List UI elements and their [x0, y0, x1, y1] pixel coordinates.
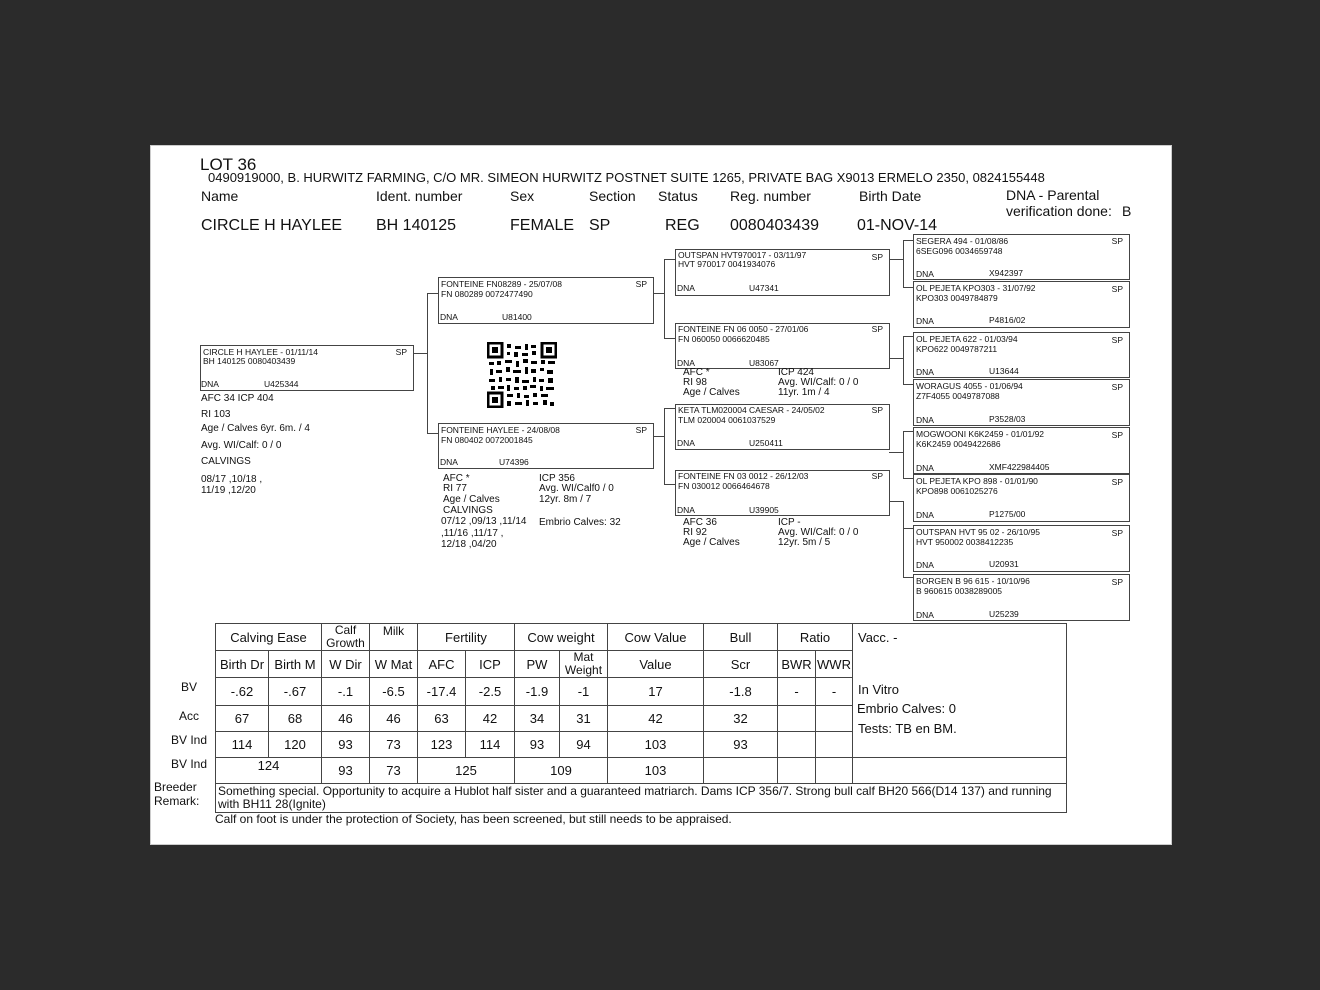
table-cell: 94 — [560, 732, 608, 758]
group-cow-weight: Cow weight — [515, 624, 608, 651]
table-cell: 42 — [608, 706, 704, 732]
sub-header: Birth Dr — [216, 651, 269, 678]
header-birth: Birth Date — [859, 188, 922, 204]
vacc-text: Vacc. - — [858, 630, 898, 645]
table-cell: 46 — [370, 706, 418, 732]
box-dna-value: P4816/02 — [989, 315, 1026, 325]
animal-reg: 0080403439 — [730, 217, 819, 234]
sub-header: AFC — [418, 651, 466, 678]
table-cell: 123 — [418, 732, 466, 758]
box-dna-value: XMF422984405 — [989, 462, 1050, 472]
table-cell: 109 — [515, 758, 608, 784]
dam-stat-6: ,11/16 ,11/17 , — [441, 528, 504, 539]
table-cell — [816, 758, 853, 784]
box-section: SP — [871, 471, 883, 481]
animal-name: CIRCLE H HAYLEE — [201, 217, 343, 234]
box-section: SP — [871, 405, 883, 415]
gp4-stat2-2: Avg. WI/Calf: 0 / 0 — [778, 527, 859, 538]
box-section: SP — [1111, 577, 1123, 587]
header-status: Status — [658, 188, 698, 204]
self-stat-2: RI 103 — [201, 409, 231, 420]
animal-sex: FEMALE — [510, 217, 575, 234]
box-ids: FN 080402 0072001845 — [441, 435, 533, 445]
pedigree-gp-box — [675, 249, 890, 296]
box-ids: KPO898 0061025276 — [916, 486, 998, 496]
table-cell: 68 — [269, 706, 322, 732]
table-cell: 120 — [269, 732, 322, 758]
breeder-label: Breeder — [154, 780, 197, 794]
box-dna-value: U25239 — [989, 609, 1019, 619]
table-cell — [816, 706, 853, 732]
box-dna-label: DNA — [677, 438, 695, 448]
box-title: SEGERA 494 - 01/08/86 — [916, 236, 1009, 246]
box-dna-label: DNA — [916, 316, 934, 326]
gp4-stat-2: RI 92 — [683, 527, 707, 538]
box-ids: KPO622 0049787211 — [916, 344, 998, 354]
box-dna-value: U425344 — [264, 379, 299, 389]
box-dna-value: P3528/03 — [989, 414, 1026, 424]
sub-header: PW — [515, 651, 560, 678]
table-cell — [853, 758, 1067, 784]
box-dna-label: DNA — [916, 510, 934, 520]
box-title: FONTEINE FN 06 0050 - 27/01/06 — [678, 324, 809, 334]
box-dna-label: DNA — [440, 457, 458, 467]
box-title: FONTEINE FN 03 0012 - 26/12/03 — [678, 471, 809, 481]
box-dna-label: DNA — [677, 505, 695, 515]
box-dna-value: X942397 — [989, 268, 1024, 278]
group-ratio: Ratio — [778, 624, 853, 651]
row-label-acc: Acc — [178, 709, 199, 723]
pedigree-ggp-box — [913, 427, 1130, 474]
header-ident: Ident. number — [376, 188, 463, 204]
box-dna-label: DNA — [677, 283, 695, 293]
box-dna-label: DNA — [916, 560, 934, 570]
pedigree-dam-box — [438, 423, 654, 469]
group-calf-growth: Calf Growth — [322, 624, 370, 651]
box-dna-value: P1275/00 — [989, 509, 1026, 519]
table-cell: 31 — [560, 706, 608, 732]
box-section: SP — [1111, 382, 1123, 392]
row-label-bvind: BV Ind — [170, 733, 208, 747]
table-cell: 103 — [608, 758, 704, 784]
gp4-stat2-1: ICP - — [778, 517, 801, 528]
gp4-stat2-3: 12yr. 5m / 5 — [778, 537, 831, 548]
pedigree-gp-box — [675, 323, 890, 369]
table-cell: 73 — [370, 758, 418, 784]
box-title: KETA TLM020004 CAESAR - 24/05/02 — [678, 405, 825, 415]
table-cell: 34 — [515, 706, 560, 732]
group-cow-value: Cow Value — [608, 624, 704, 651]
tests-text: Tests: TB en BM. — [858, 721, 957, 736]
box-dna-value: U250411 — [749, 438, 783, 448]
gp2-stat-3: Age / Calves — [683, 387, 740, 398]
box-ids: KPO303 0049784879 — [916, 293, 998, 303]
table-cell: 67 — [216, 706, 269, 732]
dam-stat-2: RI 77 — [443, 483, 467, 494]
box-title: OL PEJETA KPO 898 - 01/01/90 — [916, 476, 1038, 486]
pedigree-gp-box — [675, 470, 890, 516]
box-ids: FN 080289 0072477490 — [441, 289, 533, 299]
box-ids: HVT 970017 0041934076 — [678, 259, 776, 269]
box-dna-label: DNA — [916, 463, 934, 473]
pedigree-ggp-box — [913, 379, 1130, 426]
table-cell: - — [816, 678, 853, 706]
lot-number: LOT 36 — [200, 155, 257, 174]
dam-stat-7: 12/18 ,04/20 — [441, 539, 497, 550]
box-section: SP — [1111, 477, 1123, 487]
dam-stat-5: 07/12 ,09/13 ,11/14 — [441, 516, 527, 527]
table-cell: 42 — [466, 706, 515, 732]
header-name: Name — [201, 188, 239, 204]
gp2-stat2-3: 11yr. 1m / 4 — [778, 387, 830, 398]
remark-label: Remark: — [154, 794, 200, 808]
box-dna-value: U13644 — [989, 366, 1019, 376]
table-cell: 32 — [704, 706, 778, 732]
box-ids: B 960615 0038289005 — [916, 586, 1003, 596]
box-title: FONTEINE FN08289 - 25/07/08 — [441, 279, 562, 289]
box-ids: FN 060050 0066620485 — [678, 334, 770, 344]
dam-stat2-1: ICP 356 — [539, 473, 575, 484]
box-section: SP — [1111, 430, 1123, 440]
invitro-text: In Vitro — [858, 682, 899, 697]
sub-header: Value — [608, 651, 704, 678]
dam-stat-1: AFC * — [443, 473, 470, 484]
table-cell: 93 — [704, 732, 778, 758]
gp4-stat-1: AFC 36 — [683, 517, 717, 528]
pedigree-self-box — [200, 345, 414, 391]
row-label-bvind-combined: BV Ind — [170, 757, 208, 771]
table-cell: 103 — [608, 732, 704, 758]
table-cell: -1 — [560, 678, 608, 706]
table-cell: 93 — [322, 758, 370, 784]
pedigree-ggp-box — [913, 474, 1130, 522]
table-cell — [778, 758, 816, 784]
box-title: FONTEINE HAYLEE - 24/08/08 — [441, 425, 560, 435]
gp2-stat-2: RI 98 — [683, 377, 707, 388]
table-cell — [816, 732, 853, 758]
self-stat-6: 08/17 ,10/18 , — [201, 474, 263, 485]
self-stat-7: 11/19 ,12/20 — [201, 485, 256, 496]
sub-header: W Dir — [322, 651, 370, 678]
header-sex: Sex — [510, 188, 535, 204]
group-bull: Bull — [704, 624, 778, 651]
table-cell: 114 — [466, 732, 515, 758]
box-ids: K6K2459 0049422686 — [916, 439, 1001, 449]
table-cell — [778, 706, 816, 732]
animal-birth: 01-NOV-14 — [857, 217, 938, 234]
box-title: BORGEN B 96 615 - 10/10/96 — [916, 576, 1030, 586]
breeder-remark: Something special. Opportunity to acquire a Hublot half sister and a guaranteed matriarch. Dams ICP 356/7. Strong bull calf BH20 566(D14 137) and running with BH11 28(Ignite) — [216, 784, 1067, 813]
sub-header: W Mat — [370, 651, 418, 678]
pedigree-ggp-box — [913, 234, 1130, 280]
box-dna-value: U81400 — [502, 312, 532, 322]
table-cell: 125 — [418, 758, 515, 784]
group-fertility: Fertility — [418, 624, 515, 651]
sub-header: Birth M — [269, 651, 322, 678]
qr-code-icon — [487, 342, 557, 408]
box-section: SP — [1111, 284, 1123, 294]
box-title: OUTSPAN HVT 95 02 - 26/10/95 — [916, 527, 1040, 537]
table-cell: -.67 — [269, 678, 322, 706]
animal-section: SP — [589, 217, 611, 234]
table-cell: 63 — [418, 706, 466, 732]
pedigree-ggp-box — [913, 525, 1130, 572]
table-cell: 46 — [322, 706, 370, 732]
breeding-values-table — [215, 623, 1067, 813]
gp2-stat-1: AFC * — [683, 367, 710, 378]
gp2-stat2-2: Avg. WI/Calf: 0 / 0 — [778, 377, 859, 388]
self-stat-3: Age / Calves 6yr. 6m. / 4 — [201, 423, 310, 434]
box-ids: BH 140125 0080403439 — [203, 356, 296, 366]
table-cell: 73 — [370, 732, 418, 758]
header-dna2: verification done: — [1006, 203, 1112, 219]
box-title: OL PEJETA 622 - 01/03/94 — [916, 334, 1018, 344]
dam-stat-3: Age / Calves — [443, 494, 500, 505]
box-dna-label: DNA — [677, 358, 695, 368]
table-cell: -.1 — [322, 678, 370, 706]
self-stat-1: AFC 34 ICP 404 — [201, 393, 274, 404]
pedigree-sire-box — [438, 277, 654, 324]
box-ids: Z7F4055 0049787088 — [916, 391, 1000, 401]
owner-line: 0490919000, B. HURWITZ FARMING, C/O MR. SIMEON HURWITZ POSTNET SUITE 1265, PRIVATE BAG X9013 ERMELO 2350, 0824155448 — [208, 170, 1045, 185]
animal-ident: BH 140125 — [376, 217, 457, 234]
animal-status: REG — [665, 217, 700, 234]
box-dna-label: DNA — [916, 415, 934, 425]
table-cell — [778, 732, 816, 758]
dam-stat-4: CALVINGS — [443, 505, 493, 516]
box-title: OUTSPAN HVT970017 - 03/11/97 — [678, 250, 807, 260]
sub-header: BWR — [778, 651, 816, 678]
dam-stat2-3: 12yr. 8m / 7 — [539, 494, 592, 505]
table-cell: 17 — [608, 678, 704, 706]
pedigree-ggp-box — [913, 281, 1130, 328]
table-cell: 93 — [322, 732, 370, 758]
box-title: WORAGUS 4055 - 01/06/94 — [916, 381, 1023, 391]
box-dna-label: DNA — [440, 312, 458, 322]
embrio-calves-text: Embrio Calves: 0 — [857, 701, 956, 716]
box-ids: TLM 020004 0061037529 — [678, 415, 776, 425]
pedigree-gp-box — [675, 404, 890, 450]
header-dna1: DNA - Parental — [1006, 187, 1100, 203]
box-dna-value: U20931 — [989, 559, 1019, 569]
box-section: SP — [871, 252, 883, 262]
box-dna-value: U74396 — [499, 457, 529, 467]
table-cell: 124 — [216, 758, 322, 784]
sub-header: Mat Weight — [560, 651, 608, 678]
box-title: MOGWOONI K6K2459 - 01/01/92 — [916, 429, 1045, 439]
pedigree-ggp-box — [913, 332, 1130, 378]
lot-sheet — [150, 145, 1172, 845]
box-ids: HVT 950002 0038412235 — [916, 537, 1014, 547]
table-cell: -.62 — [216, 678, 269, 706]
group-calving-ease: Calving Ease — [216, 624, 322, 651]
box-section: SP — [1111, 528, 1123, 538]
header-dna-value: B — [1122, 203, 1132, 219]
row-label-bv: BV — [180, 680, 197, 694]
box-section: SP — [635, 425, 647, 435]
sub-header: Scr — [704, 651, 778, 678]
table-cell: -17.4 — [418, 678, 466, 706]
table-cell: - — [778, 678, 816, 706]
box-dna-label: DNA — [916, 610, 934, 620]
box-ids: FN 030012 0066464678 — [678, 481, 770, 491]
box-title: OL PEJETA KPO303 - 31/07/92 — [916, 283, 1036, 293]
header-reg: Reg. number — [730, 188, 811, 204]
gp2-stat2-1: ICP 424 — [778, 367, 814, 378]
box-ids: 6SEG096 0034659748 — [916, 246, 1003, 256]
table-cell: -2.5 — [466, 678, 515, 706]
box-dna-value: U83067 — [749, 358, 779, 368]
gp4-stat-3: Age / Calves — [683, 537, 740, 548]
box-dna-value: U39905 — [749, 505, 779, 515]
table-cell: 114 — [216, 732, 269, 758]
dam-stat2-5: Embrio Calves: 32 — [539, 517, 621, 528]
table-cell: -6.5 — [370, 678, 418, 706]
footer-note: Calf on foot is under the protection of Society, has been screened, but still needs to be appraised. — [215, 812, 732, 826]
box-section: SP — [1111, 335, 1123, 345]
pedigree-ggp-box — [913, 574, 1130, 621]
box-dna-label: DNA — [916, 269, 934, 279]
box-section: SP — [395, 347, 407, 357]
table-cell — [704, 758, 778, 784]
table-cell: 93 — [515, 732, 560, 758]
box-section: SP — [1111, 236, 1123, 246]
group-milk: Milk — [370, 624, 418, 651]
header-section: Section — [589, 188, 636, 204]
box-section: SP — [871, 324, 883, 334]
box-dna-label: DNA — [201, 379, 219, 389]
box-section: SP — [635, 279, 647, 289]
sub-header: WWR — [816, 651, 853, 678]
self-stat-5: CALVINGS — [201, 456, 251, 467]
self-stat-4: Avg. WI/Calf: 0 / 0 — [201, 440, 282, 451]
box-dna-label: DNA — [916, 367, 934, 377]
vaccination-panel — [853, 624, 1067, 758]
table-cell: -1.9 — [515, 678, 560, 706]
dam-stat2-2: Avg. WI/Calf0 / 0 — [539, 483, 614, 494]
sub-header: ICP — [466, 651, 515, 678]
box-title: CIRCLE H HAYLEE - 01/11/14 — [203, 347, 318, 357]
box-dna-value: U47341 — [749, 283, 779, 293]
table-row — [216, 758, 1067, 784]
table-cell: -1.8 — [704, 678, 778, 706]
